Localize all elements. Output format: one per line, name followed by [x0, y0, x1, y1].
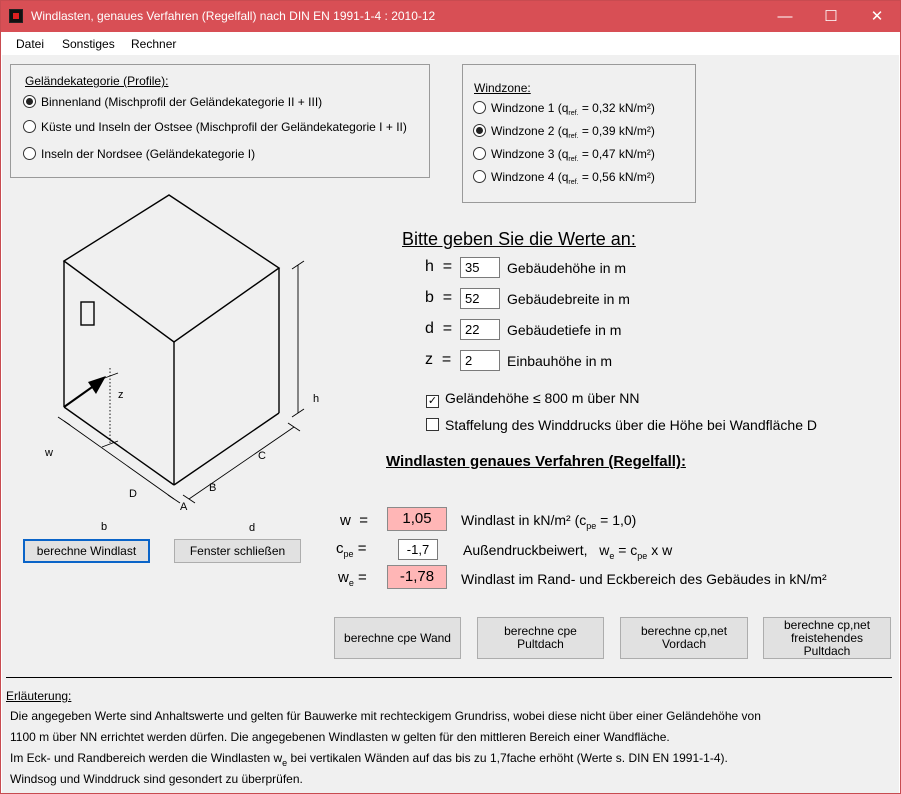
menu-sonstiges[interactable]: Sonstiges [62, 37, 115, 51]
hoehe-label: Gebäudehöhe in m [507, 260, 627, 276]
window-title: Windlasten, genaues Verfahren (Regelfall) nach DIN EN 1991-1-4 : 2010-12 [31, 9, 436, 23]
berechne-cpe-wand-button[interactable]: berechne cpe Wand [334, 617, 461, 659]
param-b-symbol: b = [425, 289, 453, 306]
label-z: z [118, 389, 124, 401]
menu-rechner[interactable]: Rechner [131, 37, 177, 51]
radio-icon[interactable] [23, 147, 36, 160]
gelaende-group-title: Geländekategorie (Profile): [25, 74, 169, 88]
gelaende-group [10, 64, 430, 178]
result-heading: Windlasten genaues Verfahren (Regelfall): [386, 453, 686, 470]
radio-icon[interactable] [23, 120, 36, 133]
windlast-rand-result: -1,78 [387, 565, 447, 589]
berechne-cpnet-freistehend-button[interactable]: berechne cp,net freistehendes Pultdach [763, 617, 891, 659]
windzone-option-4[interactable]: Windzone 4 ($q_{ref.} = 0,56$ kN/m²) [473, 170, 655, 186]
berechne-cpe-pultdach-button[interactable]: berechne cpe Pultdach [477, 617, 604, 659]
erlaeuterung-line-2: 1100 m über NN errichtet werden dürfen. Die angegebenen Windlasten w gelten für den mittleren Bereich einer Wandfläche. [10, 730, 670, 744]
einbauhoehe-input[interactable]: 2 [460, 350, 500, 371]
label-A: A [180, 501, 188, 513]
gelaendehoehe-checkbox[interactable]: ✓ Geländehöhe ≤ 800 m über NN [427, 390, 640, 407]
gelaende-option-binnenland[interactable]: Binnenland (Mischprofil der Geländekategorie II + III) [23, 95, 322, 109]
radio-selected-icon[interactable] [23, 95, 36, 108]
wind-arrow-icon [88, 376, 106, 394]
app-icon[interactable] [9, 9, 23, 23]
berechne-cpnet-vordach-button[interactable]: berechne cp,net Vordach [620, 617, 748, 659]
tiefe-input[interactable]: 22 [460, 319, 500, 340]
building-diagram [2, 185, 342, 534]
cpe-symbol: $c_{pe}$ = [336, 540, 367, 559]
close-button[interactable]: ✕ [870, 8, 884, 25]
label-d: d [249, 522, 256, 534]
label-B: B [209, 482, 217, 494]
input-heading: Bitte geben Sie die Werte an: [402, 229, 636, 249]
maximize-button[interactable]: ☐ [824, 8, 838, 25]
menu-datei[interactable]: Datei [16, 37, 45, 51]
w-symbol: w = [340, 512, 368, 529]
windzone-group-title: Windzone: [474, 81, 531, 95]
gelaende-option-ostsee[interactable]: Küste und Inseln der Ostsee (Mischprofil der Geländekategorie I + II) [23, 120, 407, 134]
staffelung-checkbox[interactable]: Staffelung des Winddrucks über die Höhe bei Wandfläche D [426, 417, 817, 433]
label-C: C [258, 450, 266, 462]
radio-selected-icon[interactable] [473, 124, 486, 137]
erlaeuterung-line-4: Windsog und Winddruck sind gesondert zu überprüfen. [10, 772, 303, 786]
cpe-input[interactable]: -1,7 [398, 539, 438, 560]
windzone-option-1[interactable]: Windzone 1 ($q_{ref.} = 0,32$ kN/m²) [473, 101, 655, 117]
label-w: w [45, 447, 53, 459]
gelaende-option-nordsee[interactable]: Inseln der Nordsee (Geländekategorie I) [23, 147, 255, 161]
erlaeuterung-title: Erläuterung: [6, 689, 72, 703]
param-d-symbol: d = [425, 320, 453, 337]
tiefe-label: Gebäudetiefe in m [507, 322, 622, 338]
cpe-label: Außendruckbeiwert, $w_e = c_{pe}$ x w [463, 542, 673, 561]
label-D: D [129, 488, 137, 500]
hoehe-input[interactable]: 35 [460, 257, 500, 278]
wind-arrow-shaft [64, 385, 95, 407]
windzone-group [462, 64, 696, 203]
form-body [2, 55, 899, 793]
title-bar[interactable] [1, 1, 900, 32]
windlast-result: 1,05 [387, 507, 447, 531]
windzone-option-2[interactable]: Windzone 2 ($q_{ref.} = 0,39$ kN/m²) [473, 124, 655, 140]
windlast-rand-label: Windlast im Rand- und Eckbereich des Gebäudes in kN/m² [461, 571, 827, 587]
radio-icon[interactable] [473, 101, 486, 114]
windlast-label: Windlast in kN/m² $(c_{pe} = 1,0)$ [461, 512, 637, 531]
label-b: b [101, 521, 108, 533]
breite-input[interactable]: 52 [460, 288, 500, 309]
we-symbol: $w_e$ = [338, 569, 367, 588]
building-outline [64, 195, 279, 485]
checkbox-checked-icon[interactable]: ✓ [427, 395, 438, 407]
breite-label: Gebäudebreite in m [507, 291, 630, 307]
param-h-symbol: h = [425, 258, 453, 275]
label-h: h [313, 393, 320, 405]
erlaeuterung-line-1: Die angegeben Werte sind Anhaltswerte und gelten für Bauwerke mit rechteckigem Grundriss, wobei diese nicht über einer Geländehöhe von [10, 709, 761, 723]
minimize-button[interactable]: — [777, 8, 793, 25]
checkbox-icon[interactable] [426, 418, 439, 431]
window-rect [81, 302, 94, 325]
berechne-windlast-button[interactable]: berechne Windlast [23, 539, 150, 563]
einbauhoehe-label: Einbauhöhe in m [507, 353, 613, 369]
param-z-symbol: z = [425, 351, 452, 368]
radio-icon[interactable] [473, 147, 486, 160]
fenster-schliessen-button[interactable]: Fenster schließen [174, 539, 301, 563]
separator-line [6, 677, 892, 678]
radio-icon[interactable] [473, 170, 486, 183]
menu-bar [1, 32, 900, 54]
erlaeuterung-line-3: Im Eck- und Randbereich werden die Windlasten $w_e$ bei vertikalen Wänden auf das bis zu 1,7fache erhöht (Werte s. DIN EN 1991-1-4). [10, 751, 728, 768]
windzone-option-3[interactable]: Windzone 3 ($q_{ref.} = 0,47$ kN/m²) [473, 147, 655, 163]
